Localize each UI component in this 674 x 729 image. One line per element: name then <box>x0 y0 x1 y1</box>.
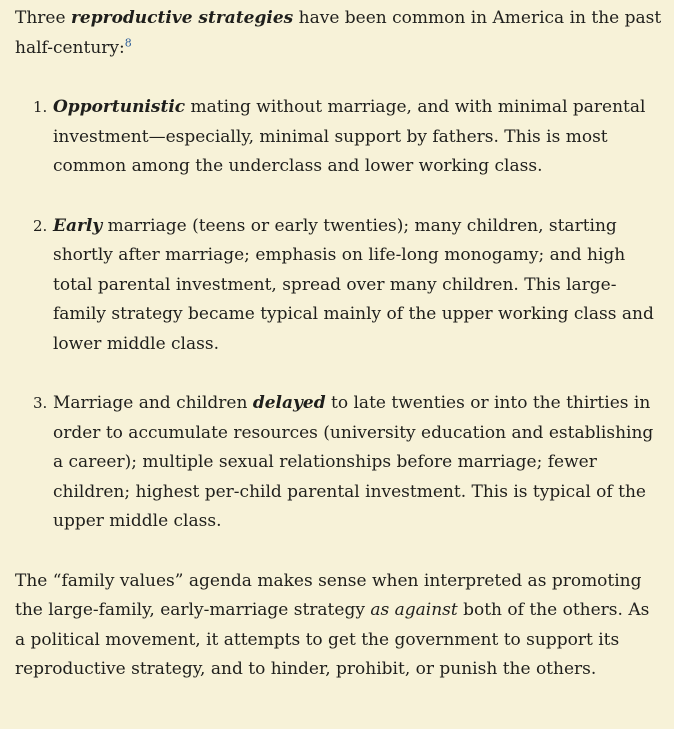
strategy-text: to late twenties or into the thirties in order to accumulate resources (university education and establishing a career); multiple sexual relationships before marriage; fewer children; highest per-child parental investment. This is typical of the upper middle class. <box>53 393 654 531</box>
strategy-text: marriage (teens or early twenties); many children, starting shortly after marriage; emphasis on life-long monogamy; and high total parental investment, spread over many children. This large-family strategy became typical mainly of the upper working class and lower middle class. <box>53 215 654 354</box>
intro-text-before: Three <box>15 8 71 28</box>
intro-paragraph <box>15 4 664 63</box>
intro-text-after: have been common in America in the past half-century: <box>15 8 662 58</box>
strategy-emphasis: Opportunistic <box>53 97 186 117</box>
strategy-item-delayed <box>33 389 664 537</box>
strategy-number: 3. <box>33 394 48 412</box>
footnote-link[interactable]: 8 <box>124 35 132 49</box>
strategy-item-opportunistic <box>33 93 664 182</box>
strategy-item-early <box>33 212 664 360</box>
intro-emphasis: reproductive strategies <box>70 8 294 28</box>
strategy-emphasis: delayed <box>252 393 326 413</box>
strategy-list <box>15 93 664 537</box>
closing-paragraph <box>15 567 664 685</box>
strategy-emphasis: Early <box>53 215 103 236</box>
closing-text-before: The “family values” agenda makes sense when interpreted as promoting the large-family, early-marriage strategy <box>15 570 642 620</box>
strategy-number: 1. <box>33 98 48 116</box>
strategy-number: 2. <box>33 216 48 235</box>
strategy-text-before: Marriage and children <box>53 393 253 413</box>
closing-text-after: both of the others. As a political movement, it attempts to get the government to support its reproductive strategy, and to hinder, prohibit, or punish the others. <box>15 600 650 679</box>
strategy-text: mating without marriage, and with minimal parental investment—especially, minimal support by fathers. This is most common among the underclass and lower working class. <box>53 97 646 176</box>
closing-italic: as against <box>370 600 458 620</box>
